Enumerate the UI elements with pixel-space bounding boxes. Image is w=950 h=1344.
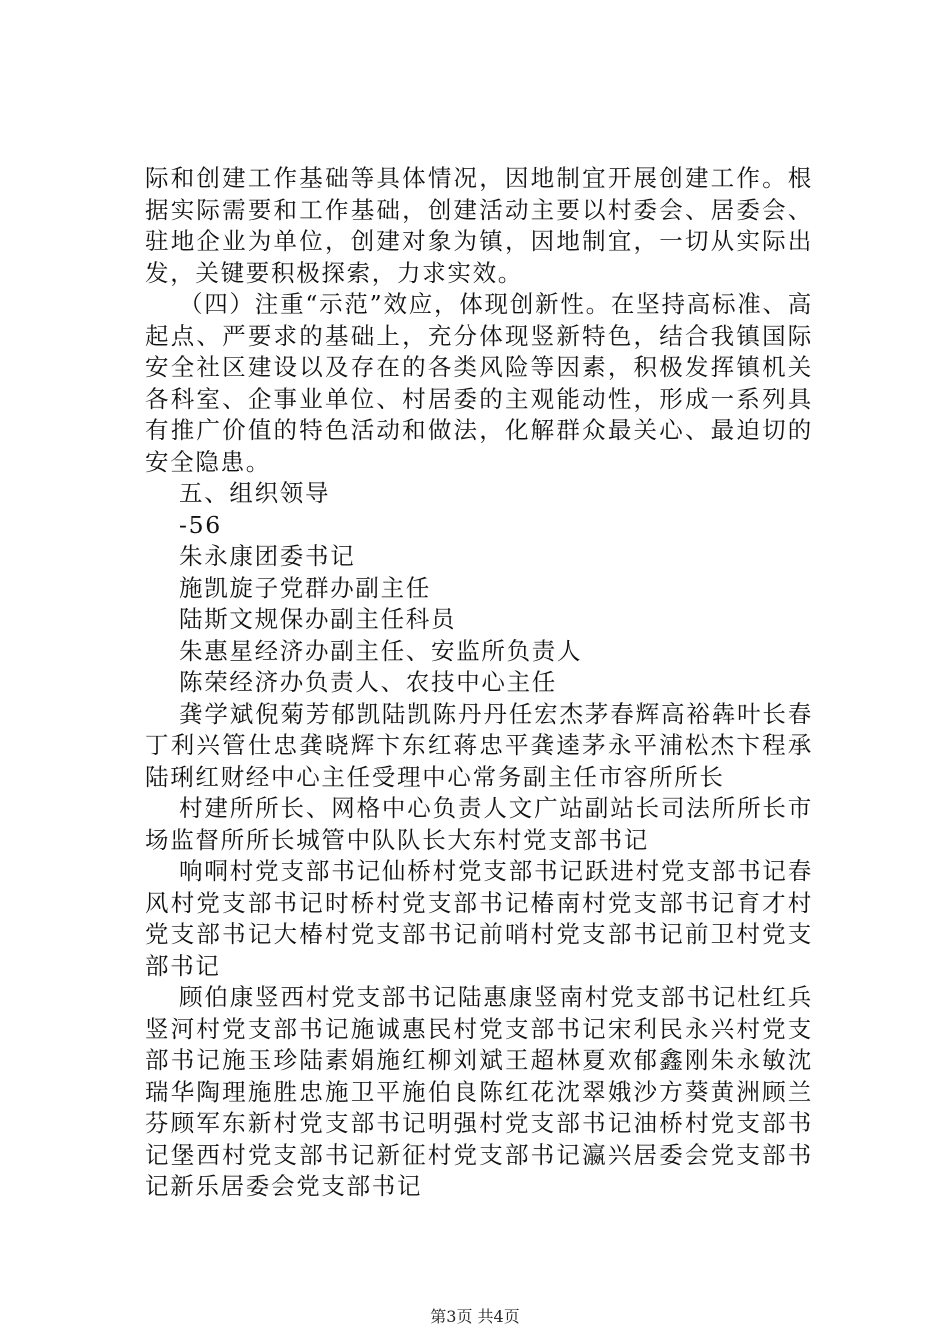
person-line-1: 朱永康团委书记 [179,542,356,570]
paragraph-6: 顾伯康竖西村党支部书记陆惠康竖南村党支部书记杜红兵竖河村党支部书记施诚惠民村党支部书记宋利民永兴村党支部书记施玉珍陆素娟施红柳刘斌王超林夏欢郁鑫刚朱永敏沈瑞华陶理施胜忠施卫平施伯良陈红花沈翠娥沙方葵黄洲顾兰芬顾军东新村党支部书记明强村党支部书记油桥村党支部书记堡西村党支部书记新征村党支部书记瀛兴居委会党支部书记新乐居委会党支部书记 [145,983,813,1200]
paragraph-4: 村建所所长、网格中心负责人文广站副站长司法所所长市场监督所所长城管中队队长大东村党支部书记 [145,794,813,854]
page-number-fragment: -56 [179,510,222,539]
paragraph-2: （四）注重“示范”效应，体现创新性。在坚持高标准、高起点、严要求的基础上，充分体现竖新特色，结合我镇国际安全社区建设以及存在的各类风险等因素，积极发挥镇机关各科室、企事业单位、村居委的主观能动性，形成一系列具有推广价值的特色活动和做法，化解群众最关心、最迫切的安全隐患。 [145,290,813,476]
document-body [145,163,813,1203]
section-heading: 五、组织领导 [179,479,331,507]
person-line-2: 施凯旋子党群办副主任 [179,573,431,602]
person-line-3: 陆斯文规保办副主任科员 [179,605,457,633]
person-line-4: 朱惠星经济办副主任、安监所负责人 [179,636,583,665]
page-footer: 第3页 共4页 [430,1307,520,1326]
person-line-5: 陈荣经济办负责人、农技中心主任 [179,668,557,696]
paragraph-3: 龚学斌倪菊芳郁凯陆凯陈丹丹任宏杰茅春辉高裕犇叶长春丁利兴管仕忠龚晓辉卞东红蒋忠平龚逵茅永平浦松杰卞程承陆琍红财经中心主任受理中心常务副主任市容所所长 [145,699,813,791]
paragraph-5: 响哃村党支部书记仙桥村党支部书记跃进村党支部书记春风村党支部书记时桥村党支部书记椿南村党支部书记育才村党支部书记大椿村党支部书记前哨村党支部书记前卫村党支部书记 [145,857,813,980]
paragraph-1: 际和创建工作基础等具体情况，因地制宜开展创建工作。根据实际需要和工作基础，创建活动主要以村委会、居委会、驻地企业为单位，创建对象为镇，因地制宜，一切从实际出发，关键要积极探索，力求实效。 [145,164,813,287]
